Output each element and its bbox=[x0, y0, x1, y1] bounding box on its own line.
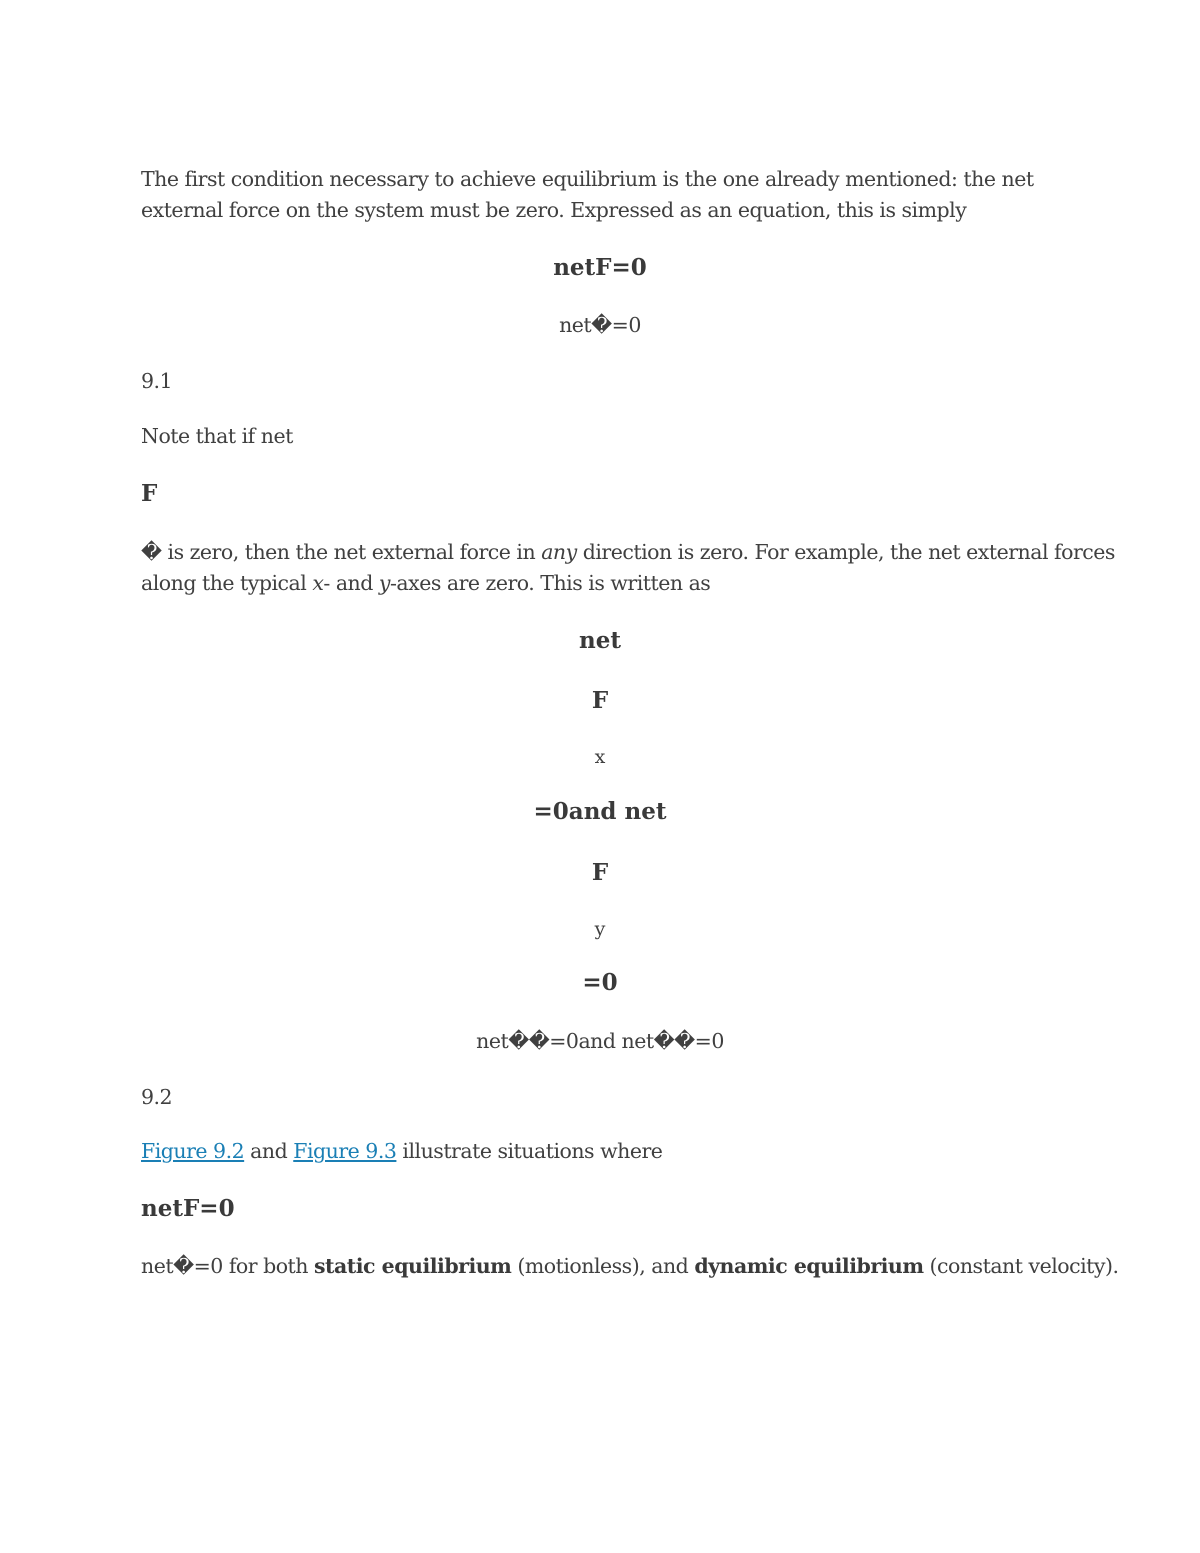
paragraph-line bbox=[141, 568, 710, 598]
text: -axes are zero. This is written as bbox=[390, 571, 711, 595]
text: � is zero, then the net external force in bbox=[141, 540, 542, 564]
text: - and bbox=[323, 571, 379, 595]
equation-subscript-y: y bbox=[594, 918, 606, 940]
equation-force-f: F bbox=[591, 859, 609, 886]
equation-plain: net�=0 bbox=[559, 313, 641, 337]
text: direction is zero. For example, the net external forces bbox=[576, 540, 1115, 564]
text: net�=0 for both bbox=[141, 1254, 314, 1278]
equation-number: 9.1 bbox=[141, 369, 173, 393]
equation-subscript-x: x bbox=[594, 746, 606, 768]
term-dynamic-equilibrium: dynamic equilibrium bbox=[694, 1254, 924, 1278]
equation-number: 9.2 bbox=[141, 1085, 173, 1109]
figure-9-3-link[interactable]: Figure 9.3 bbox=[293, 1139, 397, 1163]
paragraph-line: external force on the system must be zero. Expressed as an equation, this is simply bbox=[141, 198, 967, 222]
text: (constant velocity). bbox=[923, 1254, 1119, 1278]
paragraph-figures bbox=[141, 1136, 662, 1166]
paragraph-line: The first condition necessary to achieve equilibrium is the one already mentioned: the net bbox=[141, 167, 1034, 191]
term-static-equilibrium: static equilibrium bbox=[314, 1254, 512, 1278]
equation-plain: net��=0and net��=0 bbox=[476, 1029, 724, 1053]
equation-end: =0 bbox=[582, 969, 618, 996]
text: and bbox=[244, 1139, 294, 1163]
equation-force-f: F bbox=[591, 687, 609, 714]
equation-mid: =0and net bbox=[533, 798, 667, 825]
text: (motionless), and bbox=[511, 1254, 695, 1278]
paragraph-lead: Note that if net bbox=[141, 424, 293, 448]
text: along the typical bbox=[141, 571, 313, 595]
emphasis: any bbox=[541, 540, 577, 564]
equation-rendered: netF=0 bbox=[553, 254, 647, 281]
paragraph-line bbox=[141, 537, 1115, 567]
variable-y: y bbox=[378, 571, 390, 595]
equation-net: net bbox=[579, 627, 621, 654]
force-symbol: F bbox=[141, 480, 158, 507]
variable-x: x bbox=[312, 571, 324, 595]
figure-9-2-link[interactable]: Figure 9.2 bbox=[141, 1139, 245, 1163]
paragraph-equilibrium-types bbox=[141, 1251, 1118, 1281]
text: illustrate situations where bbox=[396, 1139, 663, 1163]
equation-rendered: netF=0 bbox=[141, 1195, 235, 1222]
